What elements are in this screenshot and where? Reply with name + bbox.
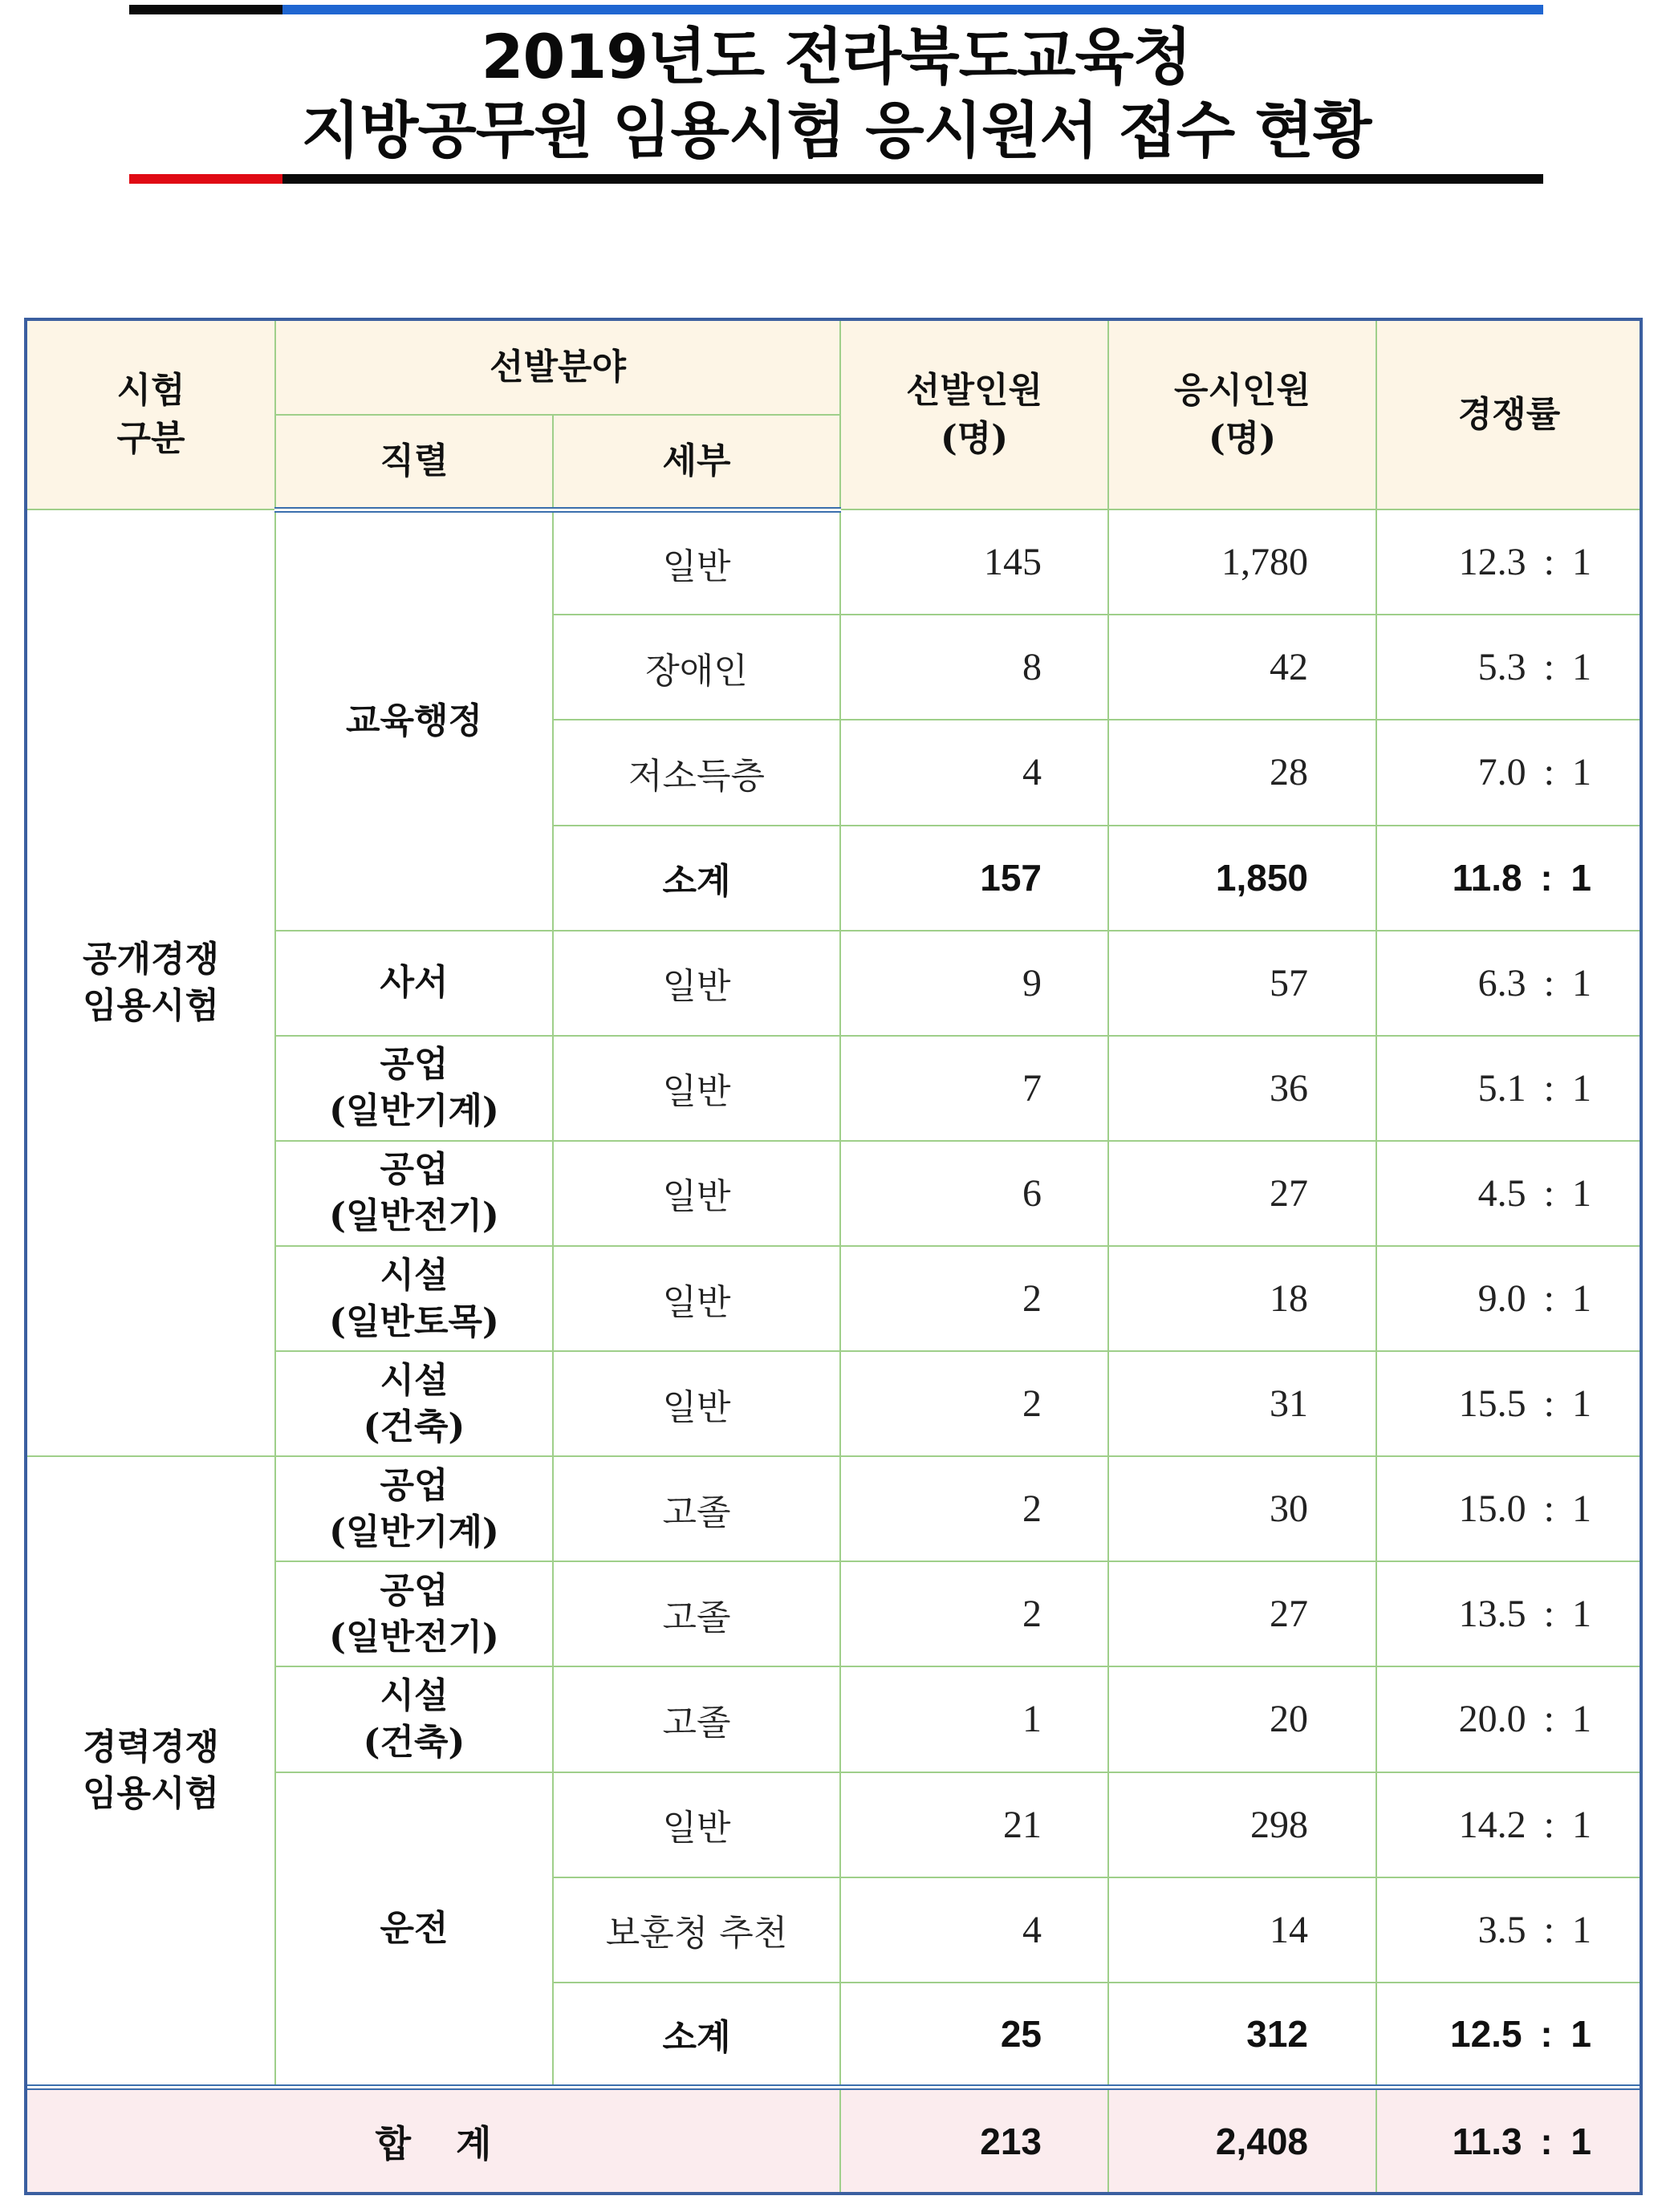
- detail-cell: 소계: [553, 826, 840, 931]
- applicants-cell: 57: [1108, 931, 1376, 1036]
- detail-cell: 고졸: [553, 1561, 840, 1666]
- detail-cell: 일반: [553, 1246, 840, 1351]
- selected-cell: 157: [840, 826, 1108, 931]
- applicants-cell: 20: [1108, 1666, 1376, 1772]
- selected-cell: 2: [840, 1456, 1108, 1561]
- applicants-cell: 1,850: [1108, 826, 1376, 931]
- title-bottom-rule-black: [282, 174, 1543, 184]
- table-outer-border: [24, 318, 1643, 2195]
- header-applicants: 응시인원 (명): [1108, 320, 1376, 509]
- series-cell: 공업 (일반전기): [275, 1561, 553, 1666]
- detail-cell: 소계: [553, 1983, 840, 2088]
- applicants-cell: 36: [1108, 1036, 1376, 1141]
- header-exam-type: 시험 구분: [26, 320, 275, 509]
- applicants-cell: 30: [1108, 1456, 1376, 1561]
- series-cell: 시설 (건축): [275, 1666, 553, 1772]
- document-title-line-2: 지방공무원 임용시험 응시원서 접수 현황: [301, 95, 1371, 166]
- ratio-cell: 5.3 : 1: [1376, 615, 1642, 720]
- detail-cell: 일반: [553, 1351, 840, 1456]
- detail-cell: 일반: [553, 1141, 840, 1246]
- series-cell: 시설 (건축): [275, 1351, 553, 1456]
- detail-cell: 일반: [553, 509, 840, 615]
- document-title-line-1: 2019년도 전라북도교육청: [481, 21, 1192, 92]
- category-open-competition: 공개경쟁 임용시험: [26, 509, 275, 1456]
- title-bottom-rule-red: [129, 174, 282, 184]
- selected-cell: 2: [840, 1351, 1108, 1456]
- applicants-cell: 1,780: [1108, 509, 1376, 615]
- ratio-cell: 4.5 : 1: [1376, 1141, 1642, 1246]
- ratio-cell: 5.1 : 1: [1376, 1036, 1642, 1141]
- series-cell: 운전: [275, 1772, 553, 2088]
- detail-cell: 장애인: [553, 615, 840, 720]
- selected-cell: 9: [840, 931, 1108, 1036]
- ratio-cell: 15.0 : 1: [1376, 1456, 1642, 1561]
- header-ratio: 경쟁률: [1376, 320, 1642, 509]
- detail-cell: 고졸: [553, 1456, 840, 1561]
- total-ratio-cell: 11.3 : 1: [1376, 2088, 1642, 2193]
- selected-cell: 25: [840, 1983, 1108, 2088]
- applicants-cell: 298: [1108, 1772, 1376, 1877]
- ratio-cell: 6.3 : 1: [1376, 931, 1642, 1036]
- detail-cell: 보훈청 추천: [553, 1877, 840, 1983]
- applicants-cell: 27: [1108, 1561, 1376, 1666]
- applicants-cell: 14: [1108, 1877, 1376, 1983]
- ratio-cell: 20.0 : 1: [1376, 1666, 1642, 1772]
- ratio-cell: 12.3 : 1: [1376, 509, 1642, 615]
- header-series: 직렬: [275, 415, 553, 509]
- ratio-cell: 12.5 : 1: [1376, 1983, 1642, 2088]
- total-selected-cell: 213: [840, 2088, 1108, 2193]
- grand-total-label: 합 계: [26, 2088, 840, 2193]
- series-cell: 교육행정: [275, 509, 553, 930]
- selected-cell: 21: [840, 1772, 1108, 1877]
- selected-cell: 6: [840, 1141, 1108, 1246]
- selected-cell: 145: [840, 509, 1108, 615]
- header-selected: 선발인원 (명): [840, 320, 1108, 509]
- selected-cell: 1: [840, 1666, 1108, 1772]
- applicants-cell: 27: [1108, 1141, 1376, 1246]
- series-cell: 공업 (일반전기): [275, 1141, 553, 1246]
- applicants-cell: 31: [1108, 1351, 1376, 1456]
- series-cell: 공업 (일반기계): [275, 1456, 553, 1561]
- selected-cell: 8: [840, 615, 1108, 720]
- ratio-cell: 9.0 : 1: [1376, 1246, 1642, 1351]
- header-field: 선발분야: [275, 320, 840, 415]
- title-top-rule-blue: [282, 5, 1543, 14]
- series-cell: 사서: [275, 931, 553, 1036]
- selected-cell: 4: [840, 1877, 1108, 1983]
- header-detail: 세부: [553, 415, 840, 509]
- selected-cell: 7: [840, 1036, 1108, 1141]
- ratio-cell: 14.2 : 1: [1376, 1772, 1642, 1877]
- selected-cell: 2: [840, 1246, 1108, 1351]
- applicants-cell: 18: [1108, 1246, 1376, 1351]
- ratio-cell: 15.5 : 1: [1376, 1351, 1642, 1456]
- detail-cell: 일반: [553, 931, 840, 1036]
- selected-cell: 4: [840, 720, 1108, 825]
- total-applicants-cell: 2,408: [1108, 2088, 1376, 2193]
- detail-cell: 고졸: [553, 1666, 840, 1772]
- ratio-cell: 13.5 : 1: [1376, 1561, 1642, 1666]
- applicants-cell: 42: [1108, 615, 1376, 720]
- series-cell: 시설 (일반토목): [275, 1246, 553, 1351]
- title-top-rule-black: [129, 5, 282, 14]
- ratio-cell: 11.8 : 1: [1376, 826, 1642, 931]
- ratio-cell: 7.0 : 1: [1376, 720, 1642, 825]
- series-cell: 공업 (일반기계): [275, 1036, 553, 1141]
- detail-cell: 일반: [553, 1036, 840, 1141]
- detail-cell: 일반: [553, 1772, 840, 1877]
- ratio-cell: 3.5 : 1: [1376, 1877, 1642, 1983]
- selected-cell: 2: [840, 1561, 1108, 1666]
- detail-cell: 저소득층: [553, 720, 840, 825]
- applicants-cell: 28: [1108, 720, 1376, 825]
- category-career-competition: 경력경쟁 임용시험: [26, 1456, 275, 2088]
- applicants-cell: 312: [1108, 1983, 1376, 2088]
